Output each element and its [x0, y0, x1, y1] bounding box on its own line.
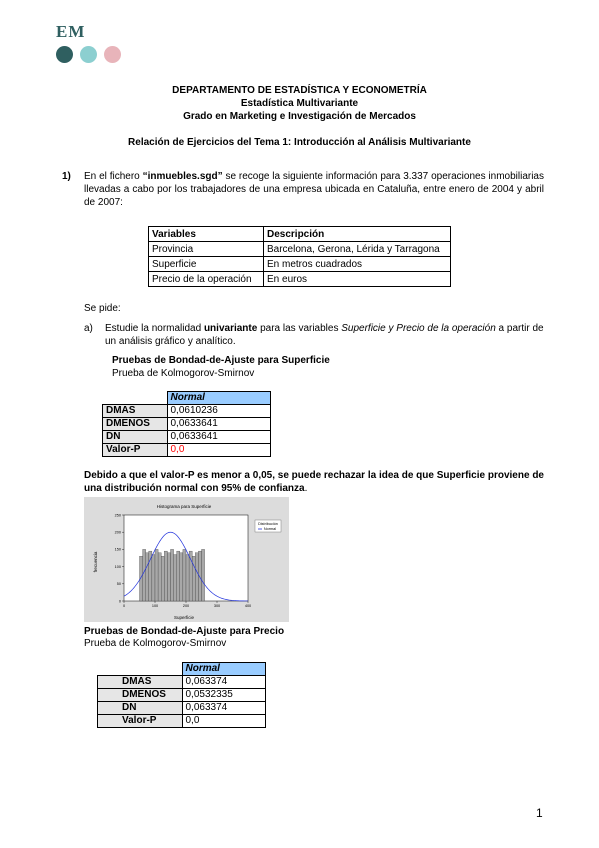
row-label: DMENOS — [98, 689, 183, 702]
x-tick-label: 0 — [122, 604, 126, 608]
y-axis-label: frecuencia — [93, 551, 98, 573]
histogram-bar — [180, 553, 183, 601]
row-value: 0,063374 — [182, 702, 265, 715]
header-description: Descripción — [264, 227, 451, 242]
row-label: DMAS — [103, 405, 168, 418]
cell: En metros cuadrados — [264, 257, 451, 272]
test2-table — [97, 662, 266, 728]
row-label: DN — [98, 702, 183, 715]
table-row — [98, 702, 266, 715]
table-row — [149, 272, 451, 287]
histogram-bar — [161, 556, 164, 601]
y-tick-label: 0 — [118, 599, 121, 604]
row-label: Valor-P — [103, 444, 168, 457]
table-row — [98, 689, 266, 702]
table-row — [103, 418, 271, 431]
legend — [255, 520, 281, 532]
histogram-bar — [143, 549, 146, 601]
p-value: 0,0 — [167, 444, 270, 457]
histogram-bar — [202, 549, 205, 601]
conclusion-period: . — [304, 483, 308, 494]
legend-item-normal: Normal — [263, 527, 277, 531]
x-tick-label: 100 — [151, 604, 159, 608]
histogram-bar — [171, 549, 174, 601]
normal-header: Normal — [167, 392, 270, 405]
conclusion-text: Debido a que el valor-P es menor a 0,05, se puede rechazar la idea de que Superficie proviene de una distribución normal con 95% de confianza — [84, 470, 544, 494]
test1-table — [102, 391, 271, 457]
histogram-bar — [164, 551, 167, 601]
degree-title: Grado en Marketing e Investigación de Mercados — [183, 111, 416, 122]
exercise-number: 1) — [62, 171, 71, 182]
row-label: DMENOS — [103, 418, 168, 431]
histogram-bar — [152, 555, 155, 601]
y-tick-label: 100 — [114, 564, 121, 569]
plot-area — [115, 513, 252, 608]
y-tick-label: 50 — [116, 582, 121, 587]
histogram-svg — [84, 497, 289, 622]
row-value: 0,0532335 — [182, 689, 265, 702]
row-value: 0,0610236 — [167, 405, 270, 418]
table-header-row — [149, 227, 451, 242]
cell: Precio de la operación — [149, 272, 264, 287]
header-variables: Variables — [149, 227, 264, 242]
item-a-t5: a partir de un análisis gráfico y analítico. — [105, 323, 544, 347]
table-row — [149, 242, 451, 257]
chart-title: Histograma para Superficie — [156, 504, 212, 509]
item-a-t4: Superficie y Precio de la operación — [341, 323, 496, 334]
table-row — [103, 431, 271, 444]
legend-item-distribution: Distribución — [258, 522, 278, 526]
logo-text: EM — [56, 22, 86, 41]
logo-dot-3 — [104, 46, 121, 63]
histogram-bar — [183, 549, 186, 601]
row-value: 0,063374 — [182, 676, 265, 689]
histogram-chart — [84, 497, 289, 622]
row-value: 0,0 — [182, 715, 265, 728]
histogram-bar — [186, 555, 189, 601]
x-tick-label: 300 — [213, 604, 221, 608]
table-row — [98, 676, 266, 689]
conclusion — [84, 469, 544, 495]
y-tick-label: 250 — [114, 513, 121, 518]
item-a-t1: Estudie la normalidad — [105, 323, 204, 334]
table-row — [103, 405, 271, 418]
histogram-bar — [155, 549, 158, 601]
x-axis-label: Superficie — [173, 615, 195, 620]
x-tick-label: 400 — [244, 604, 252, 608]
cell: Superficie — [149, 257, 264, 272]
table-row — [149, 257, 451, 272]
item-a-label: a) — [84, 323, 93, 334]
y-tick-label: 150 — [114, 547, 121, 552]
row-label: Valor-P — [98, 715, 183, 728]
logo-dot-2 — [80, 46, 97, 63]
item-a-t2: univariante — [203, 323, 258, 334]
test2-title: Pruebas de Bondad-de-Ajuste para Precio — [84, 626, 285, 637]
cell: Provincia — [149, 242, 264, 257]
item-a-text — [105, 322, 545, 348]
row-value: 0,0633641 — [167, 431, 270, 444]
histogram-bar — [158, 553, 161, 601]
exercise-set-title: Relación de Ejercicios del Tema 1: Introducción al Análisis Multivariante — [128, 137, 471, 148]
histogram-bar — [174, 555, 177, 601]
logo-dots — [56, 46, 121, 63]
intro-text-2: se recoge la siguiente información para 3.337 operaciones inmobiliarias llevadas a cabo por los trabajadores de una empresa ubicada en Cataluña, entre enero de 2004 y abril de 2007: — [84, 171, 544, 208]
x-tick-label: 200 — [182, 604, 190, 608]
blank-header — [98, 663, 183, 676]
test1-title: Pruebas de Bondad-de-Ajuste para Superficie — [112, 355, 330, 366]
exercise-intro — [84, 170, 544, 209]
intro-text-1: En el fichero — [84, 171, 143, 182]
test1-subtitle: Prueba de Kolmogorov-Smirnov — [112, 368, 255, 379]
histogram-bar — [195, 553, 198, 601]
y-tick-label: 200 — [114, 530, 121, 535]
file-name: “inmuebles.sgd” — [142, 171, 223, 182]
logo — [56, 22, 85, 42]
table-header-row — [103, 392, 271, 405]
item-a-t3: para las variables — [257, 323, 342, 334]
blank-header — [103, 392, 168, 405]
course-title: Estadística Multivariante — [240, 98, 359, 109]
cell: Barcelona, Gerona, Lérida y Tarragona — [264, 242, 451, 257]
row-value: 0,0633641 — [167, 418, 270, 431]
row-label: DMAS — [98, 676, 183, 689]
normal-header: Normal — [182, 663, 265, 676]
table-row — [103, 444, 271, 457]
cell: En euros — [264, 272, 451, 287]
row-label: DN — [103, 431, 168, 444]
table-row — [98, 715, 266, 728]
se-pide: Se pide: — [84, 303, 121, 314]
table-header-row — [98, 663, 266, 676]
page-number: 1 — [536, 806, 543, 820]
histogram-bar — [177, 551, 180, 601]
histogram-bar — [146, 553, 149, 601]
logo-dot-1 — [56, 46, 73, 63]
histogram-bar — [167, 553, 170, 601]
department-title: DEPARTAMENTO DE ESTADÍSTICA Y ECONOMETRÍA — [172, 85, 427, 96]
test2-subtitle: Prueba de Kolmogorov-Smirnov — [84, 638, 227, 649]
variables-table — [148, 226, 451, 287]
